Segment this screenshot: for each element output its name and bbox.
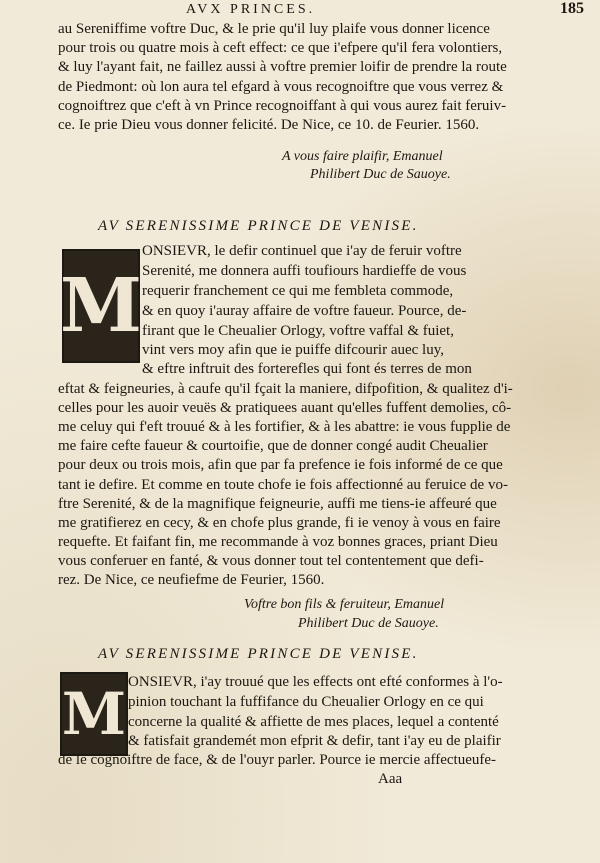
- text-line: firant que le Cheualier Orlogy, voftre vaffal & fuiet,: [142, 323, 454, 339]
- text-line: Serenité, me donnera auffi toufiours hardieffe de vous: [142, 263, 467, 279]
- signature-line: Philibert Duc de Sauoye.: [310, 167, 451, 182]
- text-line: cognoiftrez que c'eft à vn Prince recognoiffant à qui vous aurez fait feruiv-: [58, 98, 507, 114]
- text-line: requefte. Et faifant fin, me recommande à voz bonnes graces, priant Dieu: [58, 534, 498, 550]
- text-line: pinion touchant la fuffifance du Cheualier Orlogy en ce qui: [128, 694, 484, 710]
- text-line: & eftre inftruit des forterefles qui font és terres de mon: [142, 361, 472, 377]
- text-line: me celuy qui f'eft trouué & à les fortifier, & à les abattre: ie vous fupplie de: [58, 419, 511, 435]
- text-line: & luy l'ayant fait, ne faillez aussi à voftre premier loifir de prendre la route: [58, 59, 507, 75]
- text-line: eftat & feigneuries, à caufe qu'il fçait la maniere, difpofition, & qualitez d'i-: [58, 381, 513, 397]
- signature-line: Philibert Duc de Sauoye.: [298, 616, 439, 631]
- ornamental-initial-m: [62, 249, 140, 363]
- text-line: vint vers moy afin que ie puiffe difcourir auec luy,: [142, 342, 444, 358]
- text-line: ONSIEVR, i'ay trouué que les effects ont efté conformes à l'o-: [128, 674, 503, 690]
- text-line: concerne la qualité & affiette de mes places, lequel a contenté: [128, 714, 499, 730]
- text-line: & en quoy i'auray affaire de voftre faueur. Pource, de-: [142, 303, 467, 319]
- initial-letter: M: [60, 263, 142, 349]
- text-line: ONSIEVR, le defir continuel que i'ay de feruir voftre: [142, 243, 462, 259]
- letter2-heading: AV SERENISSIME PRINCE DE VENISE.: [98, 218, 419, 234]
- text-line: au Sereniffime voftre Duc, & le prie qu'il luy plaife vous donner licence: [58, 21, 490, 37]
- text-line: ftre Serenité, & de la magnifique feigneurie, auffi me tiens-ie affeuré que: [58, 496, 497, 512]
- text-line: vous conferuer en fanté, & vous donner tout tel contentement que defi-: [58, 553, 484, 569]
- signature-line: Voftre bon fils & feruiteur, Emanuel: [244, 597, 445, 612]
- text-line: tant ie defire. Et comme en toute chofe ie fois affectionné au feruice de vo-: [58, 477, 508, 493]
- page-number: 185: [560, 0, 584, 17]
- text-line: me gratifierez en cecy, & en chofe plus grande, fi ie venoy à vous en faire: [58, 515, 501, 531]
- text-line: requerir franchement ce qui me fembleta commode,: [142, 283, 454, 299]
- catchword: Aaa: [378, 771, 403, 787]
- text-line: de Piedmont: où lon aura tel efgard à vous recognoiftre que vous verrez &: [58, 79, 504, 95]
- text-line: ce. Ie prie Dieu vous donner felicité. De Nice, ce 10. de Feurier. 1560.: [58, 117, 480, 133]
- running-head: AVX PRINCES.: [186, 2, 316, 17]
- text-line: me faire cefte faueur & courtoifie, que de donner congé audit Cheualier: [58, 438, 488, 454]
- letter3-heading: AV SERENISSIME PRINCE DE VENISE.: [98, 646, 419, 662]
- initial-letter: M: [61, 680, 127, 748]
- text-line: pour deux ou trois mois, afin que par fa prefence ie fois informé de ce que: [58, 457, 503, 473]
- text-line: & fatisfait grandemét mon efprit & defir, tant i'ay eu de plaifir: [128, 733, 501, 749]
- ornamental-initial-m: [60, 672, 128, 756]
- text-line: pour trois ou quatre mois à ceft effect: ce que i'efpere qu'il fera volontiers,: [58, 40, 503, 56]
- signature-line: A vous faire plaifir, Emanuel: [282, 149, 443, 164]
- text-line: celles pour les auoir veuës & pratiquees auant qu'elles fuffent demolies, cô-: [58, 400, 512, 416]
- text-line: rez. De Nice, ce neufiefme de Feurier, 1560.: [58, 572, 325, 588]
- text-line: de le cognoiftre de face, & de l'ouyr parler. Pource ie mercie affectueufe-: [58, 752, 497, 768]
